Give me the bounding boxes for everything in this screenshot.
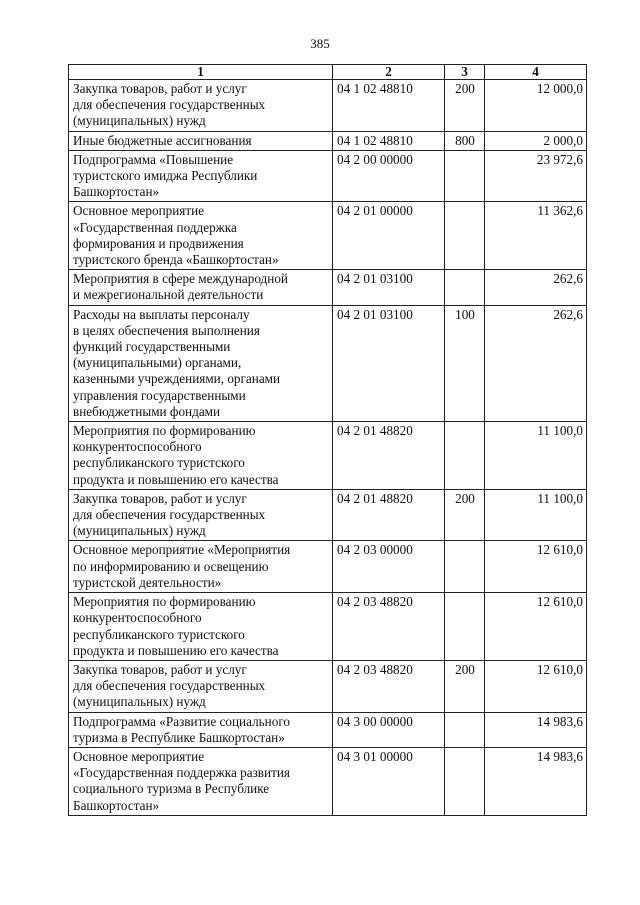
row-name-cell: Основное мероприятие «Мероприятия по информированию и освещению туристской деятельности» (69, 541, 333, 593)
column-header-name: 1 (69, 65, 333, 80)
column-header-amount: 4 (485, 65, 587, 80)
row-name-cell: Мероприятия по формированию конкурентоспособного республиканского туристского продукта и повышению его качества (69, 593, 333, 661)
row-name-cell: Подпрограмма «Повышение туристского имиджа Республики Башкортостан» (69, 150, 333, 202)
row-code-cell: 04 2 03 48820 (333, 660, 445, 712)
table-row (69, 422, 587, 490)
row-code-cell: 04 1 02 48810 (333, 131, 445, 150)
row-amount-cell: 12 610,0 (485, 660, 587, 712)
column-header-code: 2 (333, 65, 445, 80)
budget-table (68, 64, 587, 816)
table-row (69, 270, 587, 305)
row-code-cell: 04 1 02 48810 (333, 80, 445, 132)
row-name-cell: Закупка товаров, работ и услуг для обеспечения государственных (муниципальных) нужд (69, 489, 333, 541)
row-name-cell: Иные бюджетные ассигнования (69, 131, 333, 150)
row-name-cell: Основное мероприятие «Государственная поддержка формирования и продвижения туристского бренда «Башкортостан» (69, 202, 333, 270)
table-row (69, 747, 587, 815)
row-name-cell: Основное мероприятие «Государственная поддержка развития социального туризма в Республике Башкортостан» (69, 747, 333, 815)
row-name-cell: Мероприятия по формированию конкурентоспособного республиканского туристского продукта и повышению его качества (69, 422, 333, 490)
row-name-cell: Закупка товаров, работ и услуг для обеспечения государственных (муниципальных) нужд (69, 80, 333, 132)
table-row (69, 489, 587, 541)
row-amount-cell: 2 000,0 (485, 131, 587, 150)
table-row (69, 131, 587, 150)
row-amount-cell: 11 100,0 (485, 422, 587, 490)
table-row (69, 202, 587, 270)
row-type-cell (445, 422, 485, 490)
row-amount-cell: 12 610,0 (485, 593, 587, 661)
row-code-cell: 04 2 01 03100 (333, 305, 445, 421)
table-row (69, 541, 587, 593)
row-type-cell: 200 (445, 80, 485, 132)
row-code-cell: 04 2 03 48820 (333, 593, 445, 661)
row-type-cell (445, 712, 485, 747)
row-type-cell (445, 270, 485, 305)
row-type-cell: 800 (445, 131, 485, 150)
row-name-cell: Закупка товаров, работ и услуг для обеспечения государственных (муниципальных) нужд (69, 660, 333, 712)
page-number: 385 (310, 36, 330, 51)
row-code-cell: 04 3 01 00000 (333, 747, 445, 815)
table-header-row (69, 65, 587, 80)
row-amount-cell: 11 362,6 (485, 202, 587, 270)
row-type-cell (445, 202, 485, 270)
row-name-cell: Мероприятия в сфере международной и межрегиональной деятельности (69, 270, 333, 305)
row-amount-cell: 11 100,0 (485, 489, 587, 541)
row-amount-cell: 23 972,6 (485, 150, 587, 202)
table-row (69, 80, 587, 132)
row-type-cell: 200 (445, 489, 485, 541)
row-type-cell (445, 541, 485, 593)
table-row (69, 150, 587, 202)
row-amount-cell: 14 983,6 (485, 712, 587, 747)
row-amount-cell: 12 610,0 (485, 541, 587, 593)
row-code-cell: 04 2 03 00000 (333, 541, 445, 593)
row-code-cell: 04 2 00 00000 (333, 150, 445, 202)
table-row (69, 712, 587, 747)
row-amount-cell: 262,6 (485, 270, 587, 305)
row-name-cell: Расходы на выплаты персоналу в целях обеспечения выполнения функций государственными (муниципальными) органами, казенными учреждениями, органами управления государственными внебюджетными фондами (69, 305, 333, 421)
row-code-cell: 04 3 00 00000 (333, 712, 445, 747)
row-type-cell: 200 (445, 660, 485, 712)
row-code-cell: 04 2 01 00000 (333, 202, 445, 270)
row-type-cell (445, 593, 485, 661)
row-type-cell: 100 (445, 305, 485, 421)
table-row (69, 660, 587, 712)
table-row (69, 305, 587, 421)
row-amount-cell: 14 983,6 (485, 747, 587, 815)
row-code-cell: 04 2 01 48820 (333, 489, 445, 541)
row-type-cell (445, 747, 485, 815)
row-name-cell: Подпрограмма «Развитие социального туризма в Республике Башкортостан» (69, 712, 333, 747)
row-amount-cell: 262,6 (485, 305, 587, 421)
table-row (69, 593, 587, 661)
column-header-type: 3 (445, 65, 485, 80)
table-body (69, 80, 587, 816)
row-type-cell (445, 150, 485, 202)
row-amount-cell: 12 000,0 (485, 80, 587, 132)
row-code-cell: 04 2 01 03100 (333, 270, 445, 305)
row-code-cell: 04 2 01 48820 (333, 422, 445, 490)
